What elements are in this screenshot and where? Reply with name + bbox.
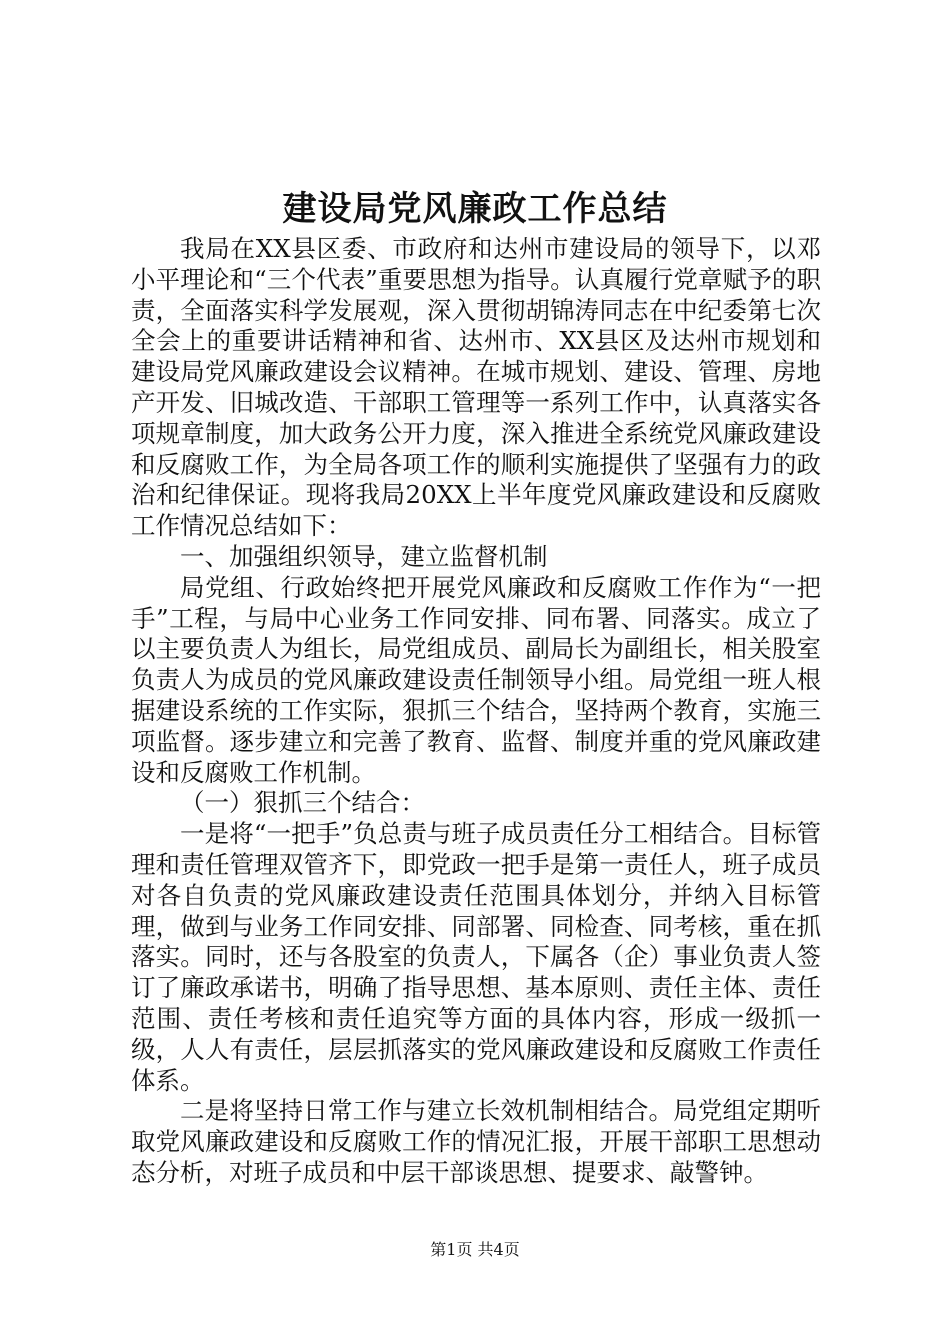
paragraph-section-1: 局党组、行政始终把开展党风廉政和反腐败工作作为“一把手”工程，与局中心业务工作同安排、同布署、同落实。成立了以主要负责人为组长，局党组成员、副局长为副组长，相关股室负责人为成员的党风廉政建设责任制领导小组。局党组一班人根据建设系统的工作实际，狠抓三个结合，坚持两个教育，实施三项监督。逐步建立和完善了教育、监督、制度并重的党风廉政建设和反腐败工作机制。 bbox=[131, 572, 821, 787]
paragraph-point-2: 二是将坚持日常工作与建立长效机制相结合。局党组定期听取党风廉政建设和反腐败工作的情况汇报，开展干部职工思想动态分析，对班子成员和中层干部谈思想、提要求、敲警钟。 bbox=[131, 1096, 821, 1187]
document-title: 建设局党风廉政工作总结 bbox=[282, 189, 668, 229]
section-heading-1: 一、加强组织领导，建立监督机制 bbox=[180, 541, 548, 571]
paragraph-point-1: 一是将“一把手”负总责与班子成员责任分工相结合。目标管理和责任管理双管齐下，即党政一把手是第一责任人，班子成员对各自负责的党风廉政建设责任范围具体划分，并纳入目标管理，做到与业务工作同安排、同部署、同检查、同考核，重在抓落实。同时，还与各股室的负责人，下属各（企）事业负责人签订了廉政承诺书，明确了指导思想、基本原则、责任主体、责任范围、责任考核和责任追究等方面的具体内容，形成一级抓一级，人人有责任，层层抓落实的党风廉政建设和反腐败工作责任体系。 bbox=[131, 819, 821, 1095]
document-body bbox=[131, 234, 821, 1189]
subsection-heading-1: （一）狠抓三个结合： bbox=[180, 788, 425, 818]
page-number-footer: 第1页 共4页 bbox=[430, 1240, 520, 1259]
paragraph-intro: 我局在XX县区委、市政府和达州市建设局的领导下，以邓小平理论和“三个代表”重要思想为指导。认真履行党章赋予的职责，全面落实科学发展观，深入贯彻胡锦涛同志在中纪委第七次全会上的重要讲话精神和省、达州市、XX县区及达州市规划和建设局党风廉政建设会议精神。在城市规划、建设、管理、房地产开发、旧城改造、干部职工管理等一系列工作中，认真落实各项规章制度，加大政务公开力度，深入推进全系统党风廉政建设和反腐败工作，为全局各项工作的顺利实施提供了坚强有力的政治和纪律保证。现将我局20XX上半年度党风廉政建设和反腐败工作情况总结如下： bbox=[131, 234, 821, 541]
